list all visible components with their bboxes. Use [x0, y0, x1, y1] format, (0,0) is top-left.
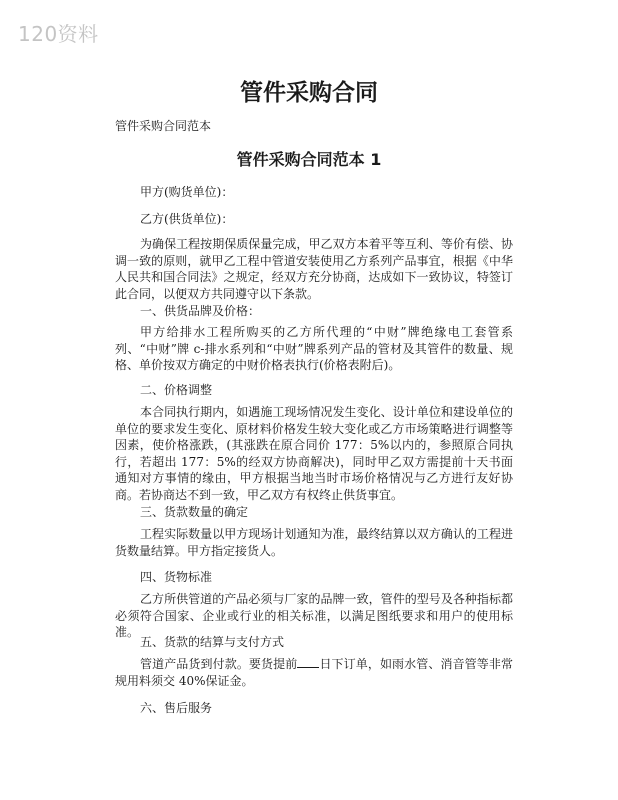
section-1-body: 甲方给排水工程所购买的乙方所代理的“中财”牌绝缘电工套管系列、“中财”牌 c-排水系列和“中财”牌系列产品的管材及其管件的数量、规格、单价按双方确定的中财价格表执行(价格表附后)。	[115, 325, 513, 373]
section-5-title: 五、货款的结算与支付方式	[140, 635, 285, 649]
section-3-body: 工程实际数量以甲方现场计划通知为准，最终结算以双方确认的工程进货数量结算。甲方指定接货人。	[115, 527, 513, 558]
document-title: 管件采购合同	[240, 80, 378, 106]
section-1-title: 一、供货品牌及价格：	[140, 304, 261, 318]
section-2-title: 二、价格调整	[140, 383, 213, 397]
intro-paragraph: 为确保工程按期保质保量完成，甲乙双方本着平等互利、等价有偿、协调一致的原则，就甲乙工程中管道安装使用乙方系列产品事宜，根据《中华人民共和国合同法》之规定，经双方充分协商，达成如下一致协议，特签订此合同，以便双方共同遵守以下条款。	[115, 237, 513, 301]
section-5-body-end: 日下订单，如雨水管、消音管等非常规用料须交 40%保证金。	[115, 657, 513, 688]
section-6-title: 六、售后服务	[140, 701, 213, 715]
section-2-body: 本合同执行期内，如遇施工现场情况发生变化、设计单位和建设单位的单位的要求发生变化、原材料价格发生较大变化或乙方市场策略进行调整等因素，使价格涨跌，(其涨跌在原合同价 177：5%以内的，参照原合同执行，若超出 177：5%的经双方协商解决)，同时甲乙双方需提前十天书面通知对方事情的缘由，甲方根据当地当时市场价格情况与乙方进行友好协商。若协商达不到一致，甲乙双方有权终止供货事宜。	[115, 405, 513, 502]
section-5-body	[115, 656, 513, 689]
contract-heading: 管件采购合同范本 1	[236, 150, 382, 169]
watermark: 120资料	[18, 22, 99, 46]
party-b-line: 乙方(供货单位)：	[140, 212, 234, 226]
section-5-body-start: 管道产品货到付款。要货提前	[140, 657, 298, 671]
section-3-title: 三、货款数量的确定	[140, 505, 249, 519]
section-4-body: 乙方所供管道的产品必须与厂家的品牌一致，管件的型号及各种指标都必须符合国家、企业或行业的相关标准，以满足图纸要求和用户的使用标准。	[115, 592, 513, 640]
document-subtitle: 管件采购合同范本	[115, 119, 212, 133]
section-4-title: 四、货物标准	[140, 570, 213, 584]
blank-underline	[297, 656, 319, 668]
party-a-line: 甲方(购货单位)：	[140, 185, 234, 199]
